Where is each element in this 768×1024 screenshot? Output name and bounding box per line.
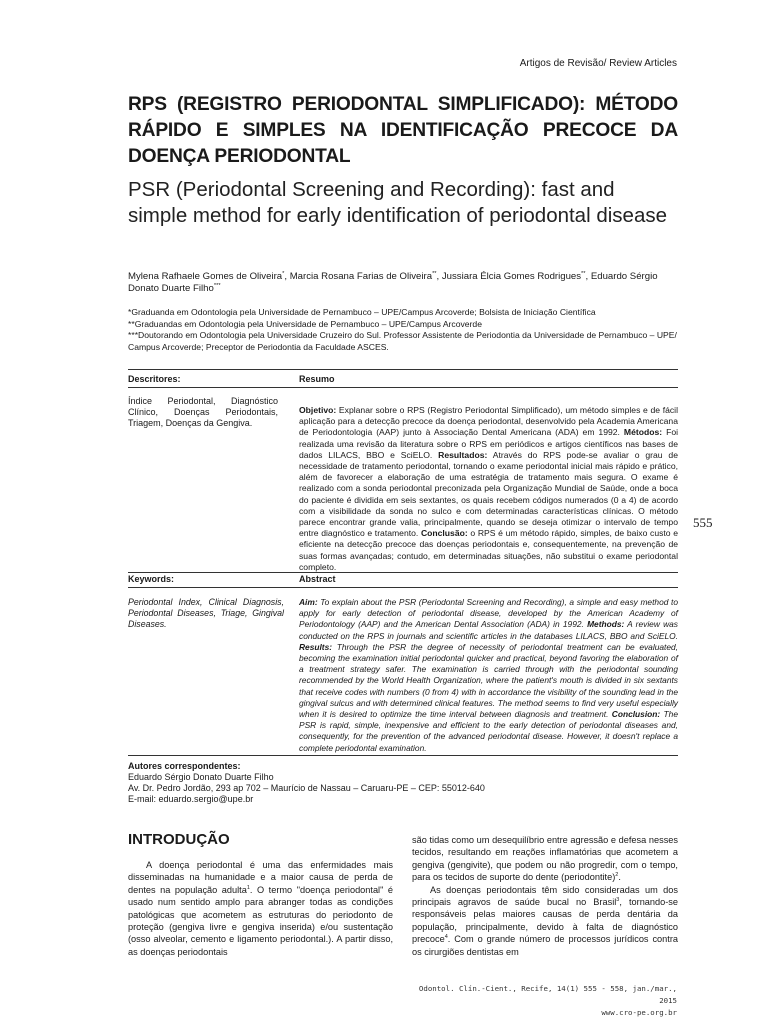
keywords-label: Keywords: xyxy=(128,574,175,584)
resumo-text: Objetivo: Explanar sobre o RPS (Registro Periodontal Simplificado), um método simples e de fácil aplicação para a detecção precoce da doença periodontal, desenvolvido pela Academia Americana de Periodontologia (AAP) junto à Associação Dental Americana (ADA) em 1992. Métodos: Foi realizada uma revisão da literatura sobre o RPS em periódicos e artigos científicos nas bases de dados LILACS, BBO e SciELO. Resultados: Através do RPS pode-se avaliar o grau de necessidade de tratamento periodontal, tornando o exame periodontal inicial mais rápido e prático, além de favorecer a elaboração de uma estratégia de tratamento mais segura. O exame é realizado com a sonda periodontal preconizada pela Organização Mundial de Saúde, onde a boca do paciente é dividida em seis sextantes, os quais recebem códigos numerados (0 a 4) de acordo com a visibilidade da sonda no sulco e com determinadas características clínicas. O método parece encontrar grande valia, principalmente, quando se deseja otimizar o intervalo de tempo entre diagnóstico e tratamento. Conclusão: o RPS é um método rápido, simples, de baixo custo e eficiente na detecção precoce das doenças periodontais e, consequentemente, na prevenção de suas formas avançadas; contudo, em determinadas situações, não substitui o exame periodontal completo. xyxy=(299,405,679,572)
correspondence-label: Autores correspondentes: xyxy=(128,761,241,771)
abstract-label: Abstract xyxy=(299,574,336,584)
section-label: Artigos de Revisão/ Review Articles xyxy=(519,58,677,69)
divider xyxy=(128,369,678,370)
resumo-label: Resumo xyxy=(299,374,335,384)
article-title-en: PSR (Periodontal Screening and Recording): fast and simple method for early identification of periodontal disease xyxy=(128,178,667,227)
divider xyxy=(128,387,678,388)
paragraph: A doença periodontal é uma das enfermidades mais disseminadas na humanidade e a maior causa de perda de dentes na população adulta$^1$. O termo "doença periodontal" é usado num sentido amplo para abranger todas as condições patológicas que acometem as estruturas do periodonto de proteção (gengiva livre e gengiva inserida) e/ou sustentação (osso alveolar, cemento e ligamento periodontal.). A partir disso, as doenças periodontais xyxy=(128,860,393,957)
descritores-text: Índice Periodontal, Diagnóstico Clínico, Doenças Periodontais, Triagem, Doenças da Gengiva. xyxy=(128,396,278,428)
correspondence-email[interactable]: E-mail: eduardo.sergio@upe.br xyxy=(128,794,254,804)
author-name: , Jussiara Élcia Gomes Rodrigues xyxy=(436,271,582,282)
journal-url[interactable]: www.cro-pe.org.br xyxy=(601,1008,677,1017)
keywords-text: Periodontal Index, Clinical Diagnosis, Periodontal Diseases, Triage, Gingival Diseases. xyxy=(128,597,284,629)
intro-column-1 xyxy=(128,859,393,958)
author-name: Mylena Rafhaele Gomes de Oliveira xyxy=(128,271,283,282)
divider xyxy=(128,755,678,756)
affiliation: ***Doutorando em Odontologia pela Universidade Cruzeiro do Sul. Professor Assistente de Periodontia da Universidade de Pernambuco – UPE/ Campus Arcoverde; Preceptor de Periodontia da Faculdade ASCES. xyxy=(128,330,677,352)
intro-column-2 xyxy=(412,834,678,958)
author-name: , Eduardo Sérgio Donato Duarte Filho xyxy=(128,271,658,294)
divider xyxy=(128,572,678,573)
paragraph: As doenças periodontais têm sido consideradas um dos principais agravos de saúde bucal no Brasil$^3$, tornando-se responsáveis pelas maiores causas de perda dentária da população, principalmente, devido à falta de diagnóstico precoce$^4$. Com o grande número de processos jurídicos contra os cirurgiões dentistas em xyxy=(412,884,679,957)
correspondence-address: Av. Dr. Pedro Jordão, 293 ap 702 – Maurício de Nassau – Caruaru-PE – CEP: 55012-640 xyxy=(128,783,485,793)
journal-citation: Odontol. Clín.-Cient., Recife, 14(1) 555 - 558, jan./mar., 2015 xyxy=(418,984,677,1005)
section-heading-introducao: INTRODUÇÃO xyxy=(128,831,230,848)
article-title-pt: RPS (REGISTRO PERIODONTAL SIMPLIFICADO): MÉTODO RÁPIDO E SIMPLES NA IDENTIFICAÇÃO PRECOCE DA DOENÇA PERIODONTAL xyxy=(128,94,678,167)
affiliation: **Graduandas em Odontologia pela Universidade de Pernambuco – UPE/Campus Arcoverde xyxy=(128,318,482,329)
descritores-label: Descritores: xyxy=(128,374,181,384)
correspondence-block xyxy=(128,761,678,805)
divider xyxy=(128,587,678,588)
author-list: Mylena Rafhaele Gomes de Oliveira*, Marcia Rosana Farias de Oliveira**, Jussiara Élcia Gomes Rodrigues**, Eduardo Sérgio Donato Duarte Filho*** xyxy=(128,270,658,294)
abstract-text: Aim: To explain about the PSR (Periodontal Screening and Recording), a simple and easy method to apply for early detection of periodontal disease, developed by the American Academy of Periodontology (AAP) and the American Dental Association (ADA) in 1992. Methods: A review was conducted on the RPS in journals and scientific articles in the databases LILACS, BBO and SciELO. Results: Through the PSR the degree of necessity of periodontal treatment can be evaluated, becoming the examination initial periodontal quicker and practical, beyond favoring the elaboration of a treatment strategy safer. The examination is carried through with the periodontal sounding recommended by the World Health Organization, where the patient's mouth is divided in six sextants that receive codes with numbers (0 from 4) with in accordance the visibility of the sounding lead in the gingival sulcus and with determined clinical features. The method seems to find very useful especially when it is desired to optimize the time interval between diagnosis and treatment. Conclusion: The PSR is rapid, simple, inexpensive and efficient to the early detection of periodontal diseases and, consequently, for the prevention of the advanced periodontal disease. However, it doesn't replace a complete periodontal examination. xyxy=(299,597,678,753)
author-name: , Marcia Rosana Farias de Oliveira xyxy=(284,271,433,282)
affiliations xyxy=(128,307,678,353)
paragraph: são tidas como um desequilíbrio entre agressão e defesa nesses tecidos, resultando em reações inflamatórias que acometem a gengiva (gengivite), que podem ou não progredir, com o tempo, para os tecidos de suporte do dente (periodontite)$^2$. xyxy=(412,835,678,883)
correspondence-name: Eduardo Sérgio Donato Duarte Filho xyxy=(128,772,274,782)
page-number: 555 xyxy=(693,515,713,530)
affiliation: *Graduanda em Odontologia pela Universidade de Pernambuco – UPE/Campus Arcoverde; Bolsista de Iniciação Científica xyxy=(128,307,596,317)
journal-footer xyxy=(400,983,677,1019)
